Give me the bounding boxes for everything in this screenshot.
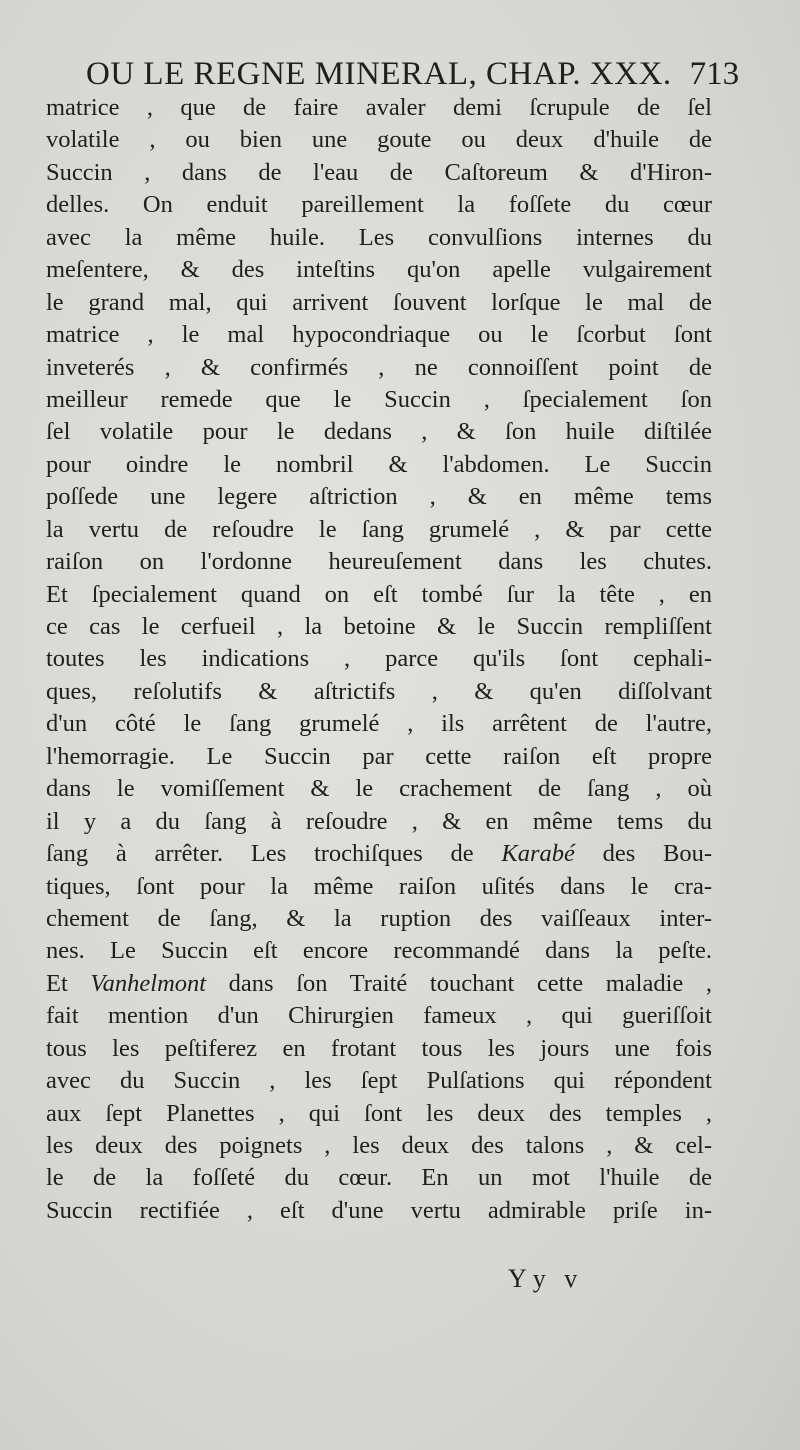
text-run: dans ſon Traité touchant cette maladie , [206, 969, 712, 997]
text-line: nes. Le Succin eſt encore recommandé dans la peſte. [46, 937, 712, 965]
page-header [86, 52, 740, 96]
page-number: 713 [689, 56, 740, 92]
running-title: OU LE REGNE MINERAL, CHAP. XXX. [86, 56, 672, 92]
body-text [46, 92, 712, 1227]
text-line-mixed [46, 968, 712, 1000]
text-line: volatile , ou bien une goute ou deux d'huile de [46, 126, 712, 154]
text-line: poſſede une legere aſtriction , & en même tems [46, 483, 712, 511]
text-line: aux ſept Planettes , qui ſont les deux des temples , [46, 1099, 712, 1127]
text-line: d'un côté le ſang grumelé , ils arrêtent de l'autre, [46, 710, 712, 738]
text-line: le grand mal, qui arrivent ſouvent lorſque le mal de [46, 288, 712, 316]
text-line: meilleur remede que le Succin , ſpecialement ſon [46, 385, 712, 413]
text-line: tiques, ſont pour la même raiſon uſités dans le cra- [46, 872, 712, 900]
text-line: l'hemorragie. Le Succin par cette raiſon eſt propre [46, 742, 712, 770]
text-line: avec la même huile. Les convulſions internes du [46, 223, 712, 251]
text-line: avec du Succin , les ſept Pulſations qui répondent [46, 1067, 712, 1095]
italic-term: Karabé [501, 840, 575, 868]
text-line: pour oindre le nombril & l'abdomen. Le Succin [46, 450, 712, 478]
text-line: Et ſpecialement quand on eſt tombé ſur la tête , en [46, 580, 712, 608]
text-line: la vertu de reſoudre le ſang grumelé , & par cette [46, 515, 712, 543]
text-run: des Bou- [574, 840, 712, 868]
text-line: inveterés , & confirmés , ne connoiſſent point de [46, 353, 712, 381]
italic-author-name: Vanhelmont [90, 969, 207, 997]
text-line: Succin , dans de l'eau de Caſtoreum & d'Hiron- [46, 158, 712, 186]
text-run: Et [46, 969, 68, 997]
text-line: matrice , le mal hypocondriaque ou le ſcorbut ſont [46, 321, 712, 349]
text-line: ce cas le cerfueil , la betoine & le Succin rempliſſent [46, 613, 712, 640]
text-line: meſentere, & des inteſtins qu'on apelle vulgairement [46, 256, 712, 284]
text-line: chement de ſang, & la ruption des vaiſſeaux inter- [46, 904, 712, 932]
text-line: ſel volatile pour le dedans , & ſon huile diſtilée [46, 418, 712, 446]
text-line: fait mention d'un Chirurgien fameux , qui gueriſſoit [46, 1002, 712, 1030]
signature-mark: Yy v [508, 1264, 584, 1293]
text-line: il y a du ſang à reſoudre , & en même tems du [46, 807, 712, 835]
text-line: les deux des poignets , les deux des talons , & cel- [46, 1132, 712, 1159]
text-line: ques, reſolutifs & aſtrictifs , & qu'en diſſolvant [46, 677, 712, 705]
text-line: le de la foſſeté du cœur. En un mot l'huile de [46, 1164, 712, 1192]
text-line: toutes les indications , parce qu'ils ſont cephali- [46, 645, 712, 673]
text-line: tous les peſtiferez en frotant tous les jours une fois [46, 1034, 712, 1062]
text-line: delles. On enduit pareillement la foſſete du cœur [46, 191, 712, 219]
text-line: dans le vomiſſement & le crachement de ſang , où [46, 775, 712, 803]
text-line: Succin rectifiée , eſt d'une vertu admirable priſe in- [46, 1196, 712, 1224]
text-line: matrice , que de faire avaler demi ſcrupule de ſel [46, 94, 712, 121]
text-line-mixed [46, 838, 712, 870]
text-run: ſang à arrêter. Les trochiſques de [46, 840, 474, 868]
text-line: raiſon on l'ordonne heureuſement dans les chutes. [46, 548, 712, 576]
